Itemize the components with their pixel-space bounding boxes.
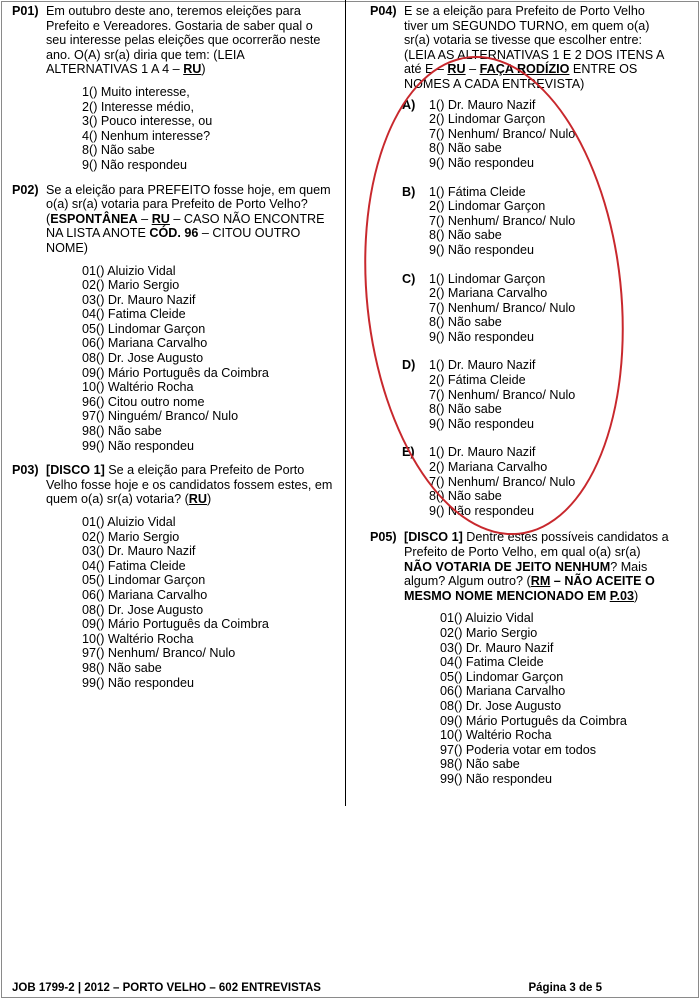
- answer-option: [429, 489, 670, 504]
- option-code: 8(: [429, 489, 441, 504]
- answer-option: [429, 243, 670, 258]
- option-code: 98(: [82, 424, 101, 439]
- option-label: ) Fatima Cleide: [100, 307, 186, 322]
- option-code: 09(: [440, 713, 459, 728]
- option-code: 02(: [440, 625, 459, 640]
- option-code: 2(: [429, 286, 441, 301]
- option-label: ) Mario Sergio: [100, 278, 180, 293]
- option-label: ) Dr. Jose Augusto: [100, 602, 204, 617]
- answer-option: [429, 475, 670, 490]
- option-label: ) Não sabe: [100, 424, 162, 439]
- item-letter: D): [402, 358, 416, 373]
- option-label: ) Nenhum/ Branco/ Nulo: [440, 300, 576, 315]
- answer-option: [429, 388, 670, 403]
- option-label: ) Fatima Cleide: [458, 655, 544, 670]
- option-label: ) Mariana Carvalho: [458, 684, 566, 699]
- option-label: ) Dr. Mauro Nazif: [440, 97, 536, 112]
- answer-option: [82, 114, 334, 129]
- option-code: 1(: [429, 184, 441, 199]
- option-code: 06(: [82, 587, 101, 602]
- left-column: [12, 4, 334, 690]
- option-label: ) Nenhum/ Branco/ Nulo: [440, 126, 576, 141]
- answer-option: [82, 158, 334, 173]
- option-code: 8(: [82, 143, 94, 158]
- answer-option: [440, 611, 670, 626]
- option-code: 1(: [82, 84, 94, 99]
- column-divider: [345, 0, 346, 806]
- runoff-item: [370, 185, 670, 258]
- option-code: 8(: [429, 228, 441, 243]
- answer-option: [82, 617, 334, 632]
- option-code: 03(: [82, 292, 101, 307]
- option-label: ) Dr. Mauro Nazif: [100, 544, 196, 559]
- answer-option: [440, 684, 670, 699]
- option-code: 10(: [440, 728, 459, 743]
- answer-option: [429, 199, 670, 214]
- option-code: 05(: [440, 669, 459, 684]
- option-label: ) Não sabe: [440, 315, 502, 330]
- option-label: ) Dr. Mauro Nazif: [440, 445, 536, 460]
- option-code: 09(: [82, 365, 101, 380]
- answer-option: [429, 185, 670, 200]
- option-code: 05(: [82, 573, 101, 588]
- option-label: ) Lindomar Garçon: [458, 669, 564, 684]
- runoff-item: [370, 98, 670, 171]
- option-label: ) Pouco interesse, ou: [93, 114, 213, 129]
- option-code: 1(: [429, 271, 441, 286]
- option-label: ) Poderia votar em todos: [458, 742, 597, 757]
- answer-option: [82, 603, 334, 618]
- option-code: 06(: [82, 336, 101, 351]
- question-id: P03): [12, 463, 39, 478]
- option-label: ) Waltério Rocha: [458, 728, 552, 743]
- answer-option: [82, 424, 334, 439]
- option-code: 01(: [440, 611, 459, 626]
- option-label: ) Dr. Jose Augusto: [458, 698, 562, 713]
- option-code: 7(: [429, 387, 441, 402]
- answer-option: [429, 301, 670, 316]
- answer-option: [82, 293, 334, 308]
- answer-option: [429, 98, 670, 113]
- answer-option: [429, 417, 670, 432]
- option-label: ) Não respondeu: [440, 242, 535, 257]
- option-label: ) Dr. Mauro Nazif: [100, 292, 196, 307]
- answer-option: [82, 530, 334, 545]
- option-label: ) Fátima Cleide: [440, 184, 526, 199]
- answer-option: [440, 757, 670, 772]
- option-code: 97(: [82, 646, 101, 661]
- option-code: 02(: [82, 278, 101, 293]
- option-label: ) Não respondeu: [100, 438, 195, 453]
- answer-option: [440, 728, 670, 743]
- answer-option: [429, 315, 670, 330]
- answer-option: [82, 559, 334, 574]
- answer-option: [440, 670, 670, 685]
- option-code: 3(: [82, 114, 94, 129]
- answer-option: [82, 439, 334, 454]
- option-label: ) Mário Português da Coimbra: [458, 713, 627, 728]
- option-label: ) Mário Português da Coimbra: [100, 365, 269, 380]
- page-footer: [12, 981, 602, 996]
- answer-option: [82, 264, 334, 279]
- answer-option: [429, 228, 670, 243]
- option-label: ) Nenhum/ Branco/ Nulo: [440, 213, 576, 228]
- question-text: E se a eleição para Prefeito de Porto Velho tiver um SEGUNDO TURNO, em quem o(a) sr(a) votaria se tivesse que escolher entre: (LEIA AS ALTERNATIVAS 1 E 2 DOS ITENS A até E – RU – FAÇA RODÍZIO ENTRE OS NOMES A CADA ENTREVISTA): [404, 4, 664, 91]
- option-label: ) Dr. Mauro Nazif: [440, 358, 536, 373]
- answer-option: [82, 129, 334, 144]
- answer-option: [429, 214, 670, 229]
- question-text: Em outubro deste ano, teremos eleições para Prefeito e Vereadores. Gostaria de saber qual o seu interesse pelas eleições que ocorrerão neste ano. O(A) sr(a) diria que tem: (LEIA ALTERNATIVAS 1 A 4 – RU): [46, 4, 321, 77]
- answer-option: [429, 112, 670, 127]
- option-code: 08(: [82, 351, 101, 366]
- option-label: ) Não respondeu: [100, 675, 195, 690]
- option-code: 1(: [429, 358, 441, 373]
- option-code: 05(: [82, 321, 101, 336]
- question-id: P01): [12, 4, 39, 18]
- answer-option: [429, 286, 670, 301]
- question-p03: [12, 463, 334, 690]
- answer-option: [429, 127, 670, 142]
- option-code: 8(: [429, 141, 441, 156]
- answer-options: [82, 264, 334, 454]
- option-label: ) Mario Sergio: [100, 529, 180, 544]
- option-label: ) Nenhum/ Branco/ Nulo: [100, 646, 236, 661]
- answer-option: [429, 141, 670, 156]
- option-code: 97(: [82, 409, 101, 424]
- answer-option: [429, 272, 670, 287]
- answer-option: [440, 626, 670, 641]
- option-code: 97(: [440, 742, 459, 757]
- answer-option: [82, 646, 334, 661]
- answer-option: [429, 402, 670, 417]
- option-code: 7(: [429, 213, 441, 228]
- option-label: ) Lindomar Garçon: [440, 112, 546, 127]
- option-label: ) Não sabe: [440, 141, 502, 156]
- option-label: ) Lindomar Garçon: [100, 573, 206, 588]
- option-code: 10(: [82, 631, 101, 646]
- option-code: 04(: [440, 655, 459, 670]
- option-label: ) Aluizio Vidal: [100, 263, 176, 278]
- question-text: Se a eleição para PREFEITO fosse hoje, em quem o(a) sr(a) votaria para Prefeito de Porto Velho? (ESPONTÂNEA – RU – CASO NÃO ENCONTRE NA LISTA ANOTE CÓD. 96 – CITOU OUTRO NOME): [46, 182, 331, 255]
- option-code: 8(: [429, 402, 441, 417]
- question-id: P05): [370, 530, 397, 545]
- option-code: 02(: [82, 529, 101, 544]
- option-label: ) Lindomar Garçon: [100, 321, 206, 336]
- answer-option: [429, 330, 670, 345]
- option-code: 99(: [82, 438, 101, 453]
- option-label: ) Não respondeu: [440, 329, 535, 344]
- option-label: ) Não sabe: [93, 143, 155, 158]
- option-label: ) Muito interesse,: [93, 84, 190, 99]
- option-label: ) Interesse médio,: [93, 99, 194, 114]
- footer-job-info: JOB 1799-2 | 2012 – PORTO VELHO – 602 ENTREVISTAS: [12, 982, 321, 994]
- option-label: ) Não sabe: [440, 489, 502, 504]
- runoff-item: [370, 272, 670, 345]
- option-label: ) Mario Sergio: [458, 625, 538, 640]
- right-column: [370, 4, 670, 787]
- option-code: 99(: [82, 675, 101, 690]
- question-text: [DISCO 1] Se a eleição para Prefeito de Porto Velho fosse hoje e os candidatos fossem estes, em quem o(a) sr(a) votaria? (RU): [46, 463, 333, 507]
- answer-option: [82, 588, 334, 603]
- answer-option: [82, 307, 334, 322]
- answer-option: [429, 358, 670, 373]
- answer-option: [82, 351, 334, 366]
- runoff-item: [370, 358, 670, 431]
- option-label: ) Fatima Cleide: [100, 558, 186, 573]
- option-label: ) Waltério Rocha: [100, 380, 194, 395]
- question-id: P02): [12, 182, 39, 197]
- option-label: ) Mariana Carvalho: [440, 286, 548, 301]
- option-code: 04(: [82, 558, 101, 573]
- option-label: ) Mariana Carvalho: [100, 587, 208, 602]
- question-p05: [370, 530, 670, 786]
- answer-option: [82, 632, 334, 647]
- option-code: 2(: [429, 199, 441, 214]
- answer-option: [82, 366, 334, 381]
- question-p01: [12, 4, 334, 173]
- question-p02: [12, 183, 334, 454]
- answer-option: [82, 544, 334, 559]
- option-label: ) Dr. Mauro Nazif: [458, 640, 554, 655]
- answer-option: [82, 395, 334, 410]
- option-label: ) Citou outro nome: [100, 394, 205, 409]
- option-label: ) Não respondeu: [458, 771, 553, 786]
- option-label: ) Não sabe: [440, 228, 502, 243]
- option-label: ) Dr. Jose Augusto: [100, 351, 204, 366]
- answer-option: [82, 143, 334, 158]
- answer-options: [82, 85, 334, 173]
- option-label: ) Aluizio Vidal: [458, 611, 534, 626]
- option-code: 06(: [440, 684, 459, 699]
- option-label: ) Mariana Carvalho: [440, 460, 548, 475]
- option-label: ) Mariana Carvalho: [100, 336, 208, 351]
- option-code: 8(: [429, 315, 441, 330]
- option-label: ) Nenhum/ Branco/ Nulo: [440, 474, 576, 489]
- option-label: ) Lindomar Garçon: [440, 199, 546, 214]
- answer-option: [82, 85, 334, 100]
- option-label: ) Não respondeu: [93, 157, 188, 172]
- option-code: 7(: [429, 126, 441, 141]
- option-code: 9(: [429, 416, 441, 431]
- option-label: ) Não sabe: [458, 757, 520, 772]
- option-code: 2(: [82, 99, 94, 114]
- option-code: 10(: [82, 380, 101, 395]
- option-code: 96(: [82, 394, 101, 409]
- option-code: 1(: [429, 445, 441, 460]
- item-letter: C): [402, 271, 416, 286]
- option-code: 98(: [440, 757, 459, 772]
- answer-option: [82, 409, 334, 424]
- answer-option: [82, 573, 334, 588]
- option-label: ) Ninguém/ Branco/ Nulo: [100, 409, 239, 424]
- answer-option: [82, 676, 334, 691]
- option-code: 08(: [440, 698, 459, 713]
- option-label: ) Mário Português da Coimbra: [100, 617, 269, 632]
- runoff-items: [370, 98, 670, 519]
- question-id: P04): [370, 4, 397, 18]
- option-code: 98(: [82, 660, 101, 675]
- option-label: ) Lindomar Garçon: [440, 271, 546, 286]
- answer-option: [82, 100, 334, 115]
- item-letter: A): [402, 97, 416, 112]
- option-label: ) Nenhum/ Branco/ Nulo: [440, 387, 576, 402]
- answer-option: [440, 655, 670, 670]
- option-code: 03(: [440, 640, 459, 655]
- option-label: ) Aluizio Vidal: [100, 515, 176, 529]
- answer-option: [440, 699, 670, 714]
- option-label: ) Não respondeu: [440, 416, 535, 431]
- option-code: 03(: [82, 544, 101, 559]
- question-text: [DISCO 1] Dentre estes possíveis candidatos a Prefeito de Porto Velho, em qual o(a) sr(a) NÃO VOTARIA DE JEITO NENHUM? Mais algum? Algum outro? (RM – NÃO ACEITE O MESMO NOME MENCIONADO EM P.03): [404, 530, 669, 603]
- option-code: 9(: [429, 329, 441, 344]
- option-label: ) Nenhum interesse?: [93, 128, 211, 143]
- option-code: 04(: [82, 307, 101, 322]
- answer-option: [429, 373, 670, 388]
- option-code: 2(: [429, 373, 441, 388]
- option-label: ) Fátima Cleide: [440, 373, 526, 388]
- option-code: 9(: [429, 155, 441, 170]
- item-letter: E): [402, 445, 415, 460]
- option-code: 01(: [82, 515, 101, 529]
- answer-options: [440, 611, 670, 786]
- answer-option: [440, 772, 670, 787]
- answer-option: [429, 156, 670, 171]
- option-code: 08(: [82, 602, 101, 617]
- answer-option: [82, 322, 334, 337]
- option-code: 01(: [82, 263, 101, 278]
- option-label: ) Não sabe: [100, 660, 162, 675]
- option-label: ) Não respondeu: [440, 155, 535, 170]
- question-p04: [370, 4, 670, 92]
- runoff-item: [370, 445, 670, 518]
- option-code: 99(: [440, 771, 459, 786]
- option-code: 9(: [82, 157, 94, 172]
- answer-option: [440, 714, 670, 729]
- footer-page-number: Página 3 de 5: [528, 982, 602, 994]
- option-code: 1(: [429, 97, 441, 112]
- answer-option: [82, 380, 334, 395]
- option-label: ) Não respondeu: [440, 503, 535, 518]
- option-label: ) Não sabe: [440, 402, 502, 417]
- answer-option: [429, 445, 670, 460]
- option-code: 9(: [429, 242, 441, 257]
- answer-options: [82, 515, 334, 690]
- option-code: 09(: [82, 617, 101, 632]
- answer-option: [82, 336, 334, 351]
- option-label: ) Waltério Rocha: [100, 631, 194, 646]
- option-code: 7(: [429, 474, 441, 489]
- option-code: 2(: [429, 460, 441, 475]
- answer-option: [440, 641, 670, 656]
- answer-option: [440, 743, 670, 758]
- option-code: 7(: [429, 300, 441, 315]
- answer-option: [82, 515, 334, 530]
- answer-option: [82, 661, 334, 676]
- item-letter: B): [402, 184, 416, 199]
- option-code: 9(: [429, 503, 441, 518]
- answer-option: [82, 278, 334, 293]
- answer-option: [429, 460, 670, 475]
- answer-option: [429, 504, 670, 519]
- option-code: 2(: [429, 112, 441, 127]
- option-code: 4(: [82, 128, 94, 143]
